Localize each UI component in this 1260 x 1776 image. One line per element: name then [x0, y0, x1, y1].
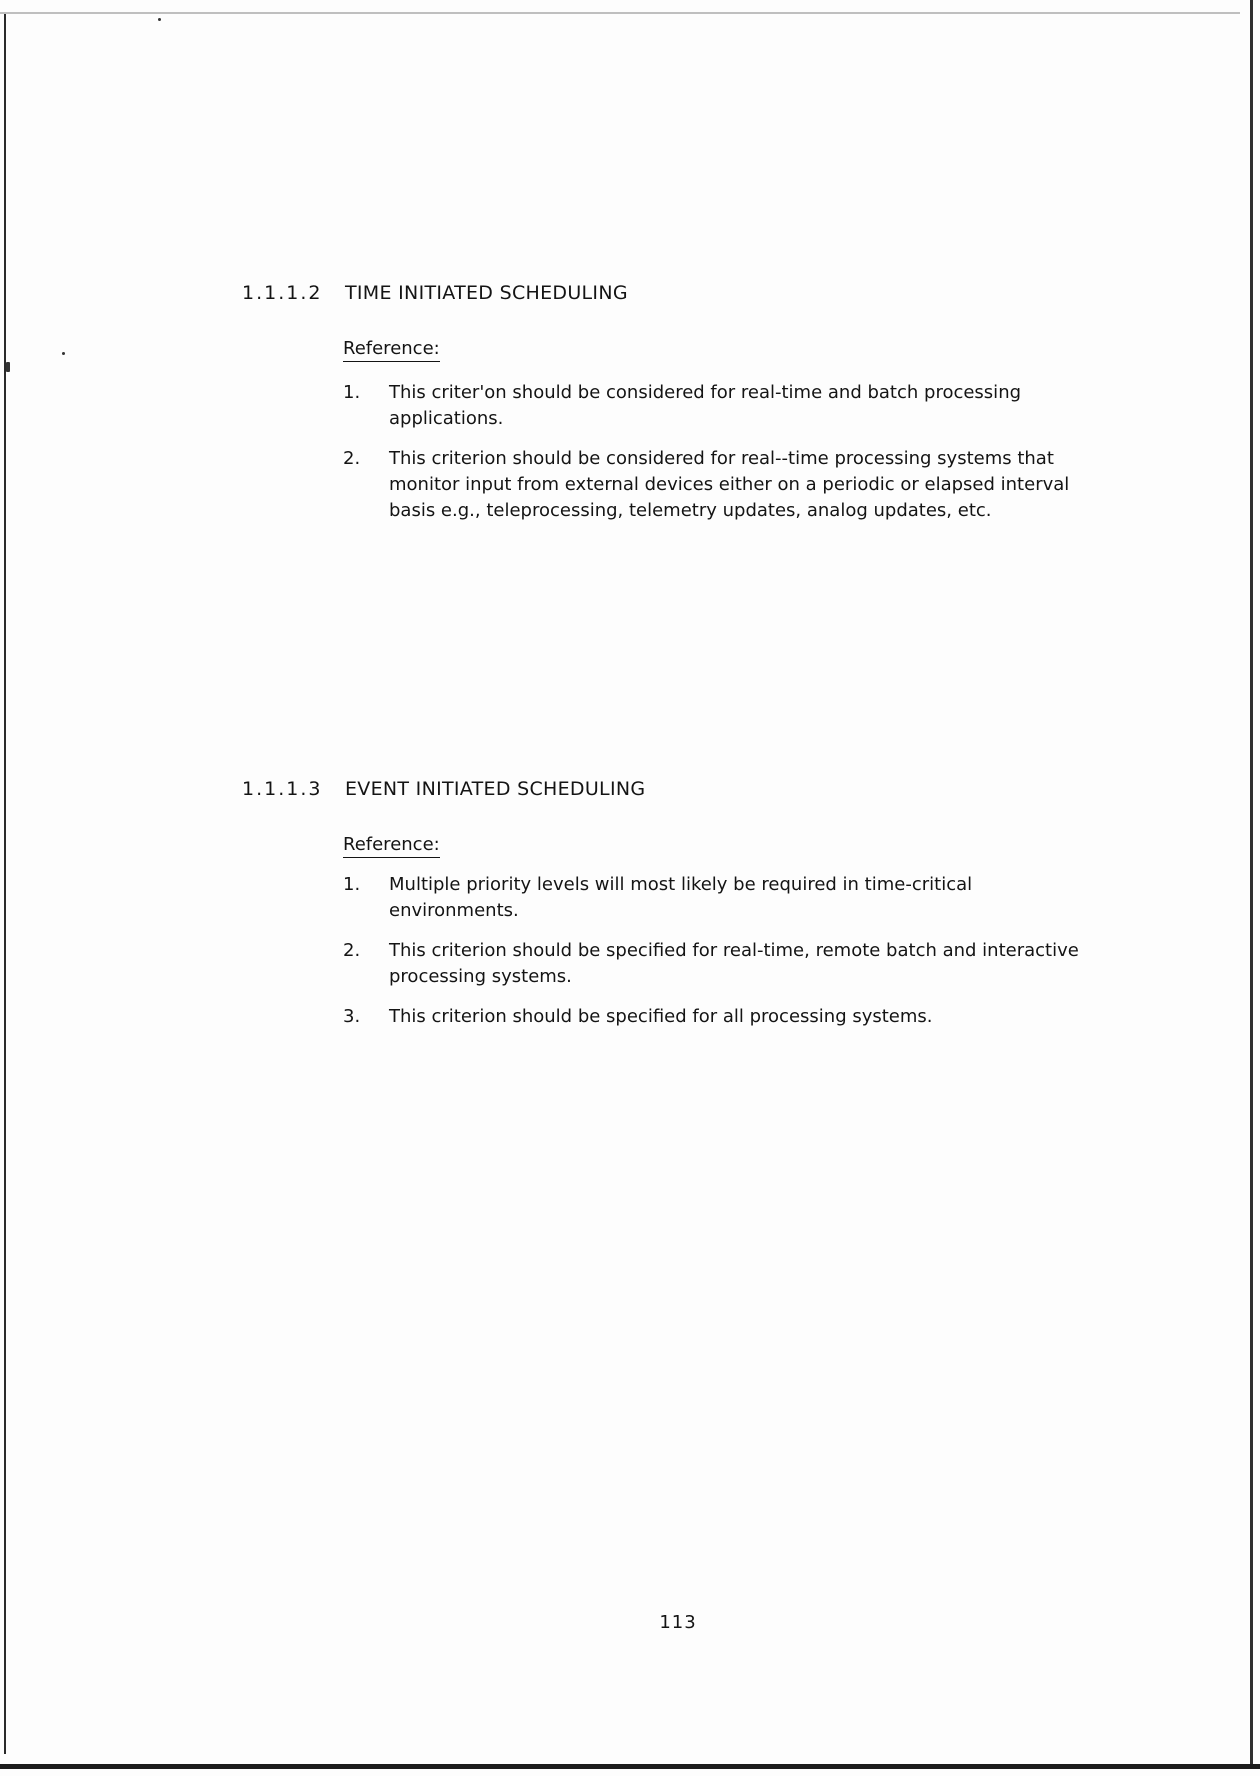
section-heading: [242, 778, 645, 800]
section-title: EVENT INITIATED SCHEDULING: [345, 778, 646, 800]
scan-speck: [62, 352, 65, 355]
scan-edge-right: [1250, 0, 1253, 1768]
reference-list: [343, 872, 1083, 1044]
reference-list: [343, 380, 1083, 538]
item-text: Multiple priority levels will most likely be required in time-critical environments.: [389, 874, 973, 921]
item-text: This criterion should be considered for real--time processing systems that monitor input from external devices either on a periodic or elapsed interval basis e.g., teleprocessing, telemetry updates, analog updates, etc.: [389, 448, 1070, 521]
item-number: 1.: [343, 874, 361, 895]
item-text: This criterion should be specified for real-time, remote batch and interactive processing systems.: [389, 940, 1079, 987]
page-number: 113: [659, 1612, 697, 1633]
scan-edge-bottom: [0, 1764, 1260, 1769]
scan-edge-top: [0, 12, 1240, 14]
list-item: [343, 1004, 1083, 1030]
scan-edge-left: [4, 14, 6, 1754]
list-item: [343, 938, 1083, 990]
item-text: This criterion should be specified for all processing systems.: [389, 1006, 933, 1027]
list-item: [343, 446, 1083, 524]
item-number: 3.: [343, 1006, 361, 1027]
scan-speck: [158, 18, 161, 21]
section-title: TIME INITIATED SCHEDULING: [345, 282, 628, 304]
scan-speck: [6, 362, 10, 372]
reference-label: Reference:: [343, 338, 440, 362]
section-number: 1.1.1.3: [242, 778, 323, 800]
item-number: 2.: [343, 940, 361, 961]
item-number: 2.: [343, 448, 361, 469]
section-heading: [242, 282, 628, 304]
section-number: 1.1.1.2: [242, 282, 323, 304]
list-item: [343, 380, 1083, 432]
list-item: [343, 872, 1083, 924]
item-text: This criter'on should be considered for real-time and batch processing applications.: [389, 382, 1022, 429]
reference-label: Reference:: [343, 834, 440, 858]
item-number: 1.: [343, 382, 361, 403]
